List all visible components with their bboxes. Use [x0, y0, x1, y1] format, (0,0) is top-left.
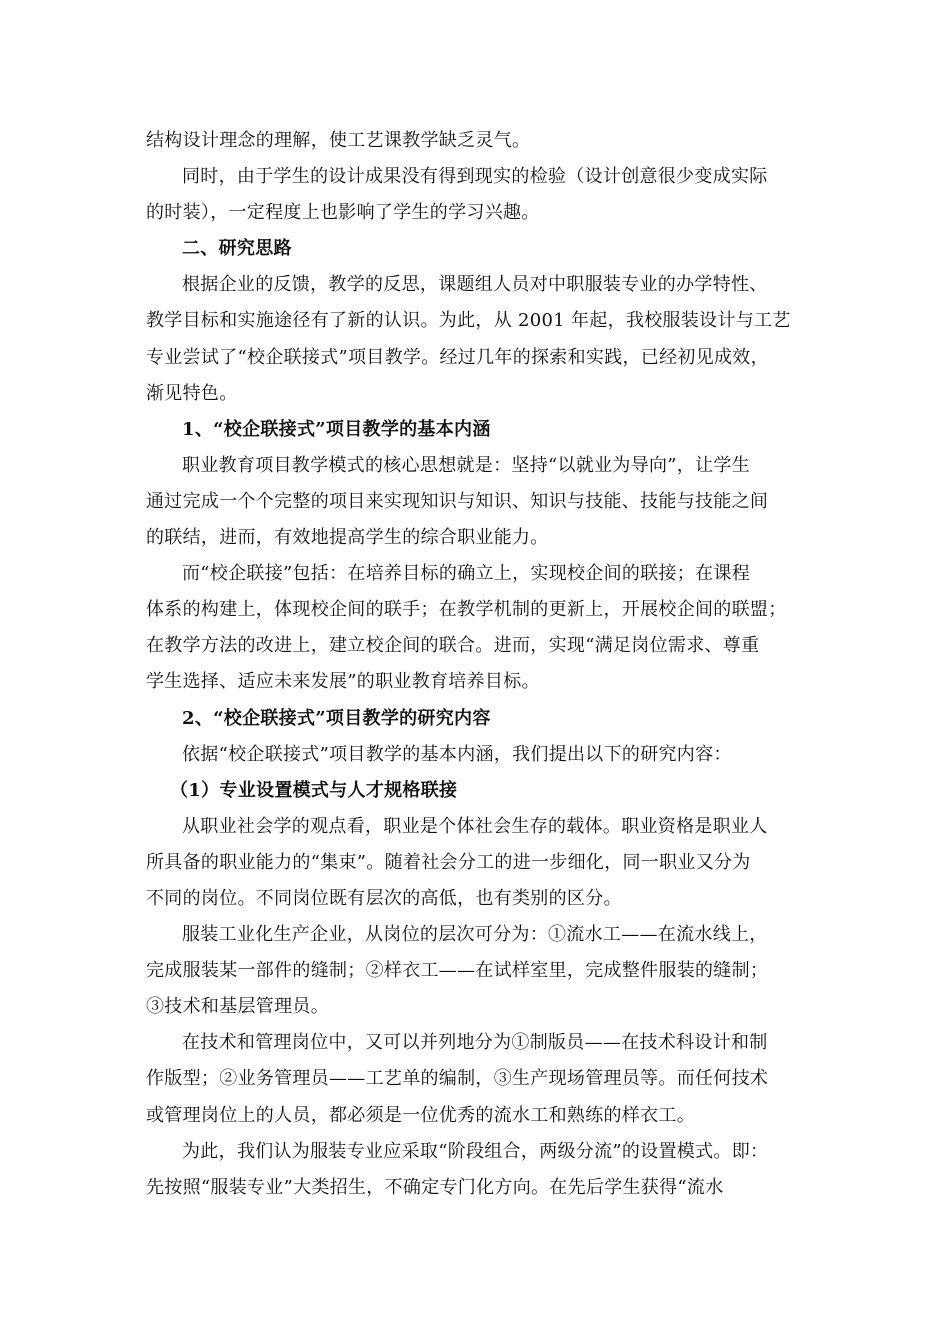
paragraph-start-line: 职业教育项目教学模式的核心思想就是：坚持“以就业为导向”，让学生 [182, 454, 751, 476]
subsection-heading: 1、“校企联接式”项目教学的基本内涵 [182, 418, 491, 440]
body-line: 作版型；②业务管理员——工艺单的编制，③生产现场管理员等。而任何技术 [146, 1068, 769, 1090]
paragraph-start-line: 根据企业的反馈，教学的反思，课题组人员对中职服装专业的办学特性、 [182, 274, 768, 296]
document-body [146, 123, 810, 1206]
body-line: 在教学方法的改进上，建立校企间的联合。进而，实现“满足岗位需求、尊重 [146, 635, 760, 657]
body-line: 或管理岗位上的人员，都必须是一位优秀的流水工和熟练的样衣工。 [146, 1104, 695, 1126]
body-line: 专业尝试了“校企联接式”项目教学。经过几年的探索和实践，已经初见成效， [146, 346, 769, 368]
body-line: 学生选择、适应未来发展”的职业教育培养目标。 [146, 671, 540, 693]
body-line: 不同的岗位。不同岗位既有层次的高低，也有类别的区分。 [146, 887, 622, 909]
section-heading: 二、研究思路 [182, 238, 292, 260]
body-line: 体系的构建上，体现校企间的联手；在教学机制的更新上，开展校企间的联盟； [146, 599, 787, 621]
body-line: 的时装），一定程度上也影响了学生的学习兴趣。 [146, 202, 540, 224]
body-line: 通过完成一个个完整的项目来实现知识与知识、知识与技能、技能与技能之间 [146, 490, 769, 512]
body-line: 完成服装某一部件的缝制；②样衣工——在试样室里，完成整件服装的缝制； [146, 960, 769, 982]
paragraph-start-line: 在技术和管理岗位中，又可以并列地分为①制版员——在技术科设计和制 [182, 1032, 768, 1054]
body-line: 所具备的职业能力的“集束”。随着社会分工的进一步细化，同一职业又分为 [146, 851, 751, 873]
body-line: 的联结，进而，有效地提高学生的综合职业能力。 [146, 527, 549, 549]
subsection-heading: 2、“校企联接式”项目教学的研究内容 [182, 707, 491, 729]
paragraph-start-line: 为此，我们认为服装专业应采取“阶段组合，两级分流”的设置模式。即： [182, 1140, 769, 1162]
body-line: ③技术和基层管理员。 [146, 996, 329, 1018]
item-heading: （1）专业设置模式与人才规格联接 [170, 779, 458, 801]
paragraph-start-line: 而“校企联接”包括：在培养目标的确立上，实现校企间的联接；在课程 [182, 563, 751, 585]
paragraph-start-line: 同时，由于学生的设计成果没有得到现实的检验（设计创意很少变成实际 [182, 166, 768, 188]
paragraph-start-line: 依据“校企联接式”项目教学的基本内涵，我们提出以下的研究内容： [182, 743, 732, 765]
body-line: 教学目标和实施途径有了新的认识。为此，从 2001 年起，我校服装设计与工艺 [146, 310, 791, 332]
paragraph-start-line: 从职业社会学的观点看，职业是个体社会生存的载体。职业资格是职业人 [182, 815, 768, 837]
body-line: 渐见特色。 [146, 382, 238, 404]
body-line: 先按照“服装专业”大类招生，不确定专门化方向。在先后学生获得“流水 [146, 1176, 724, 1198]
body-line: 结构设计理念的理解，使工艺课教学缺乏灵气。 [146, 130, 531, 151]
paragraph-start-line: 服装工业化生产企业，从岗位的层次可分为：①流水工——在流水线上， [182, 924, 768, 946]
